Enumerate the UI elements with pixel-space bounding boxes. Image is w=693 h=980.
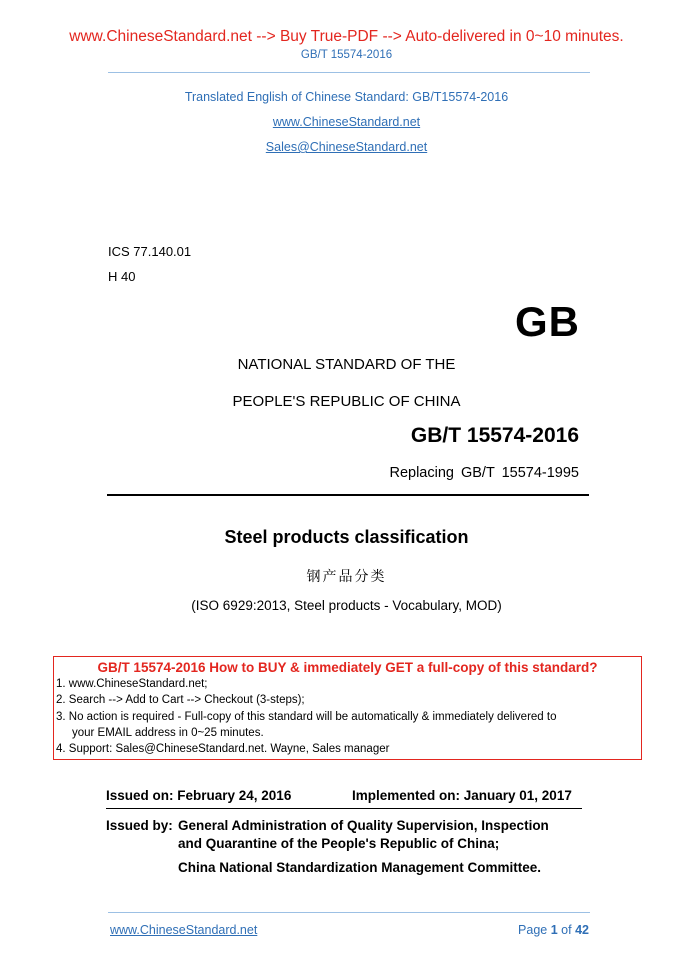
purchase-box-title: GB/T 15574-2016 How to BUY & immediately GET a full-copy of this standard? <box>97 660 598 675</box>
page-of: of <box>561 923 572 937</box>
purchase-step-3-cont: your EMAIL address in 0~25 minutes. <box>56 727 264 739</box>
issued-on: Issued on: February 24, 2016 <box>106 788 292 803</box>
gb-mark: GB <box>515 298 580 345</box>
page-total: 42 <box>575 923 589 937</box>
purchase-step-1[interactable]: 1. www.ChineseStandard.net; <box>56 678 208 690</box>
footer-divider <box>108 912 590 913</box>
header-standard-code: GB/T 15574-2016 <box>300 49 393 61</box>
implemented-on: Implemented on: January 01, 2017 <box>352 788 572 803</box>
page-number <box>518 923 589 937</box>
site-link-row <box>0 113 693 131</box>
footer-site-link[interactable]: www.ChineseStandard.net <box>110 923 258 937</box>
sales-link-row <box>0 138 693 156</box>
top-banner[interactable]: www.ChineseStandard.net --> Buy True-PDF --> Auto-delivered in 0~10 minutes. <box>69 28 624 45</box>
standard-number: GB/T 15574-2016 <box>410 424 579 447</box>
purchase-step-3: 3. No action is required - Full-copy of this standard will be automatically & immediately delivered to <box>56 711 557 723</box>
translated-line: Translated English of Chinese Standard: GB/T15574-2016 <box>184 90 509 104</box>
site-link[interactable]: www.ChineseStandard.net <box>272 115 421 129</box>
page-label: Page <box>518 923 548 937</box>
header-divider <box>108 72 590 73</box>
title-divider <box>107 494 589 496</box>
issued-by-line-2: and Quarantine of the People's Republic of China; <box>178 836 500 851</box>
ccs-code: H 40 <box>108 269 136 284</box>
issued-by-label: Issued by: <box>106 818 173 833</box>
sales-email-link[interactable]: Sales@ChineseStandard.net <box>265 140 428 154</box>
issue-divider <box>106 808 582 809</box>
replacing-note: Replacing GB/T 15574-1995 <box>389 465 579 481</box>
issued-by-line-1: General Administration of Quality Supervision, Inspection <box>178 818 549 833</box>
purchase-step-4: 4. Support: Sales@ChineseStandard.net. Wayne, Sales manager <box>56 743 390 755</box>
title-chinese: 钢产品分类 <box>306 568 387 584</box>
ics-code: ICS 77.140.01 <box>108 244 192 259</box>
national-standard-line-1: NATIONAL STANDARD OF THE <box>237 356 456 373</box>
page-current: 1 <box>550 923 558 937</box>
purchase-step-2: 2. Search --> Add to Cart --> Checkout (3-steps); <box>56 694 305 706</box>
national-standard-line-2: PEOPLE'S REPUBLIC OF CHINA <box>232 393 461 410</box>
iso-reference: (ISO 6929:2013, Steel products - Vocabulary, MOD) <box>191 598 502 613</box>
issued-by-line-3: China National Standardization Management Committee. <box>178 860 542 875</box>
title-english: Steel products classification <box>224 527 469 547</box>
